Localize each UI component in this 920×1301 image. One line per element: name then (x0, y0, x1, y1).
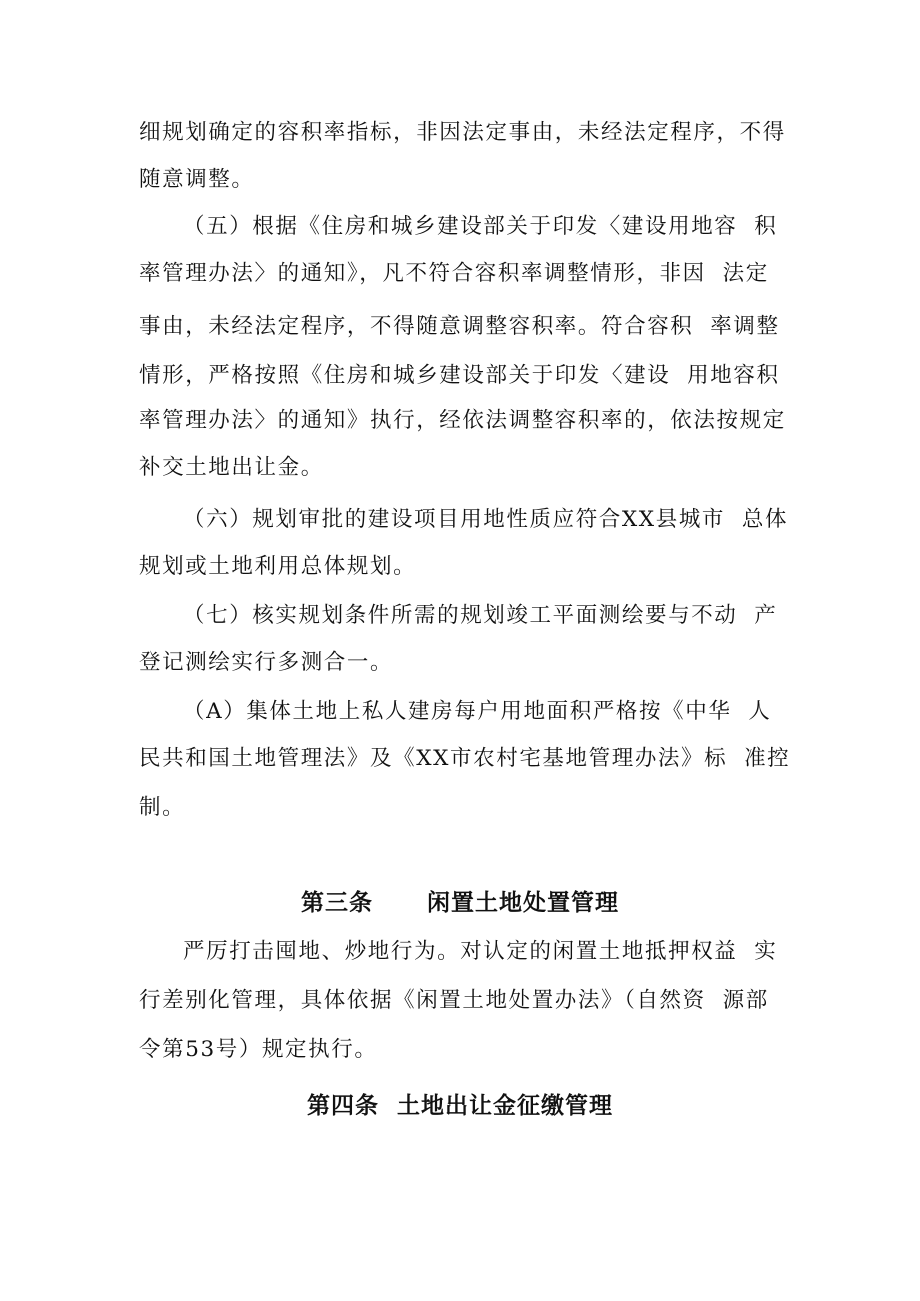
paragraph-line: 规划或土地利用总体规划。 (139, 554, 417, 579)
paragraph-line: 率管理办法〉的通知》，凡不符合容积率调整情形，非因 法定 (139, 261, 769, 286)
paragraph-line: （五）根据《住房和城乡建设部关于印发〈建设用地容 积 (183, 214, 778, 239)
paragraph-line: 细规划确定的容积率指标，非因法定事由，未经法定程序，不得 (139, 120, 786, 145)
section-heading: 第四条 土地出让金征缴管理 (306, 1093, 613, 1119)
paragraph-line: （A）集体土地上私人建房每户用地面积严格按《中华 人 (183, 699, 772, 724)
paragraph-line: 事由，未经法定程序，不得随意调整容积率。符合容积 率调整 (139, 314, 780, 339)
section-heading: 第三条 闲置土地处置管理 (300, 890, 620, 916)
paragraph-line: 补交土地出让金。 (139, 455, 324, 480)
paragraph-line: 令第53号）规定执行。 (139, 1037, 378, 1062)
paragraph-line: 随意调整。 (139, 167, 255, 192)
paragraph-line: 登记测绘实行多测合一。 (139, 650, 394, 675)
paragraph-line: 情形，严格按照《住房和城乡建设部关于印发〈建设 用地容积 (139, 363, 780, 388)
paragraph-line: 严厉打击囤地、炒地行为。对认定的闲置土地抵押权益 实 (183, 939, 778, 964)
paragraph-line: 民共和国土地管理法》及《XX市农村宅基地管理办法》标 准控 (139, 746, 791, 771)
paragraph-line: 行差别化管理，具体依据《闲置土地处置办法》（自然资 源部 (139, 988, 769, 1013)
paragraph-line: 制。 (139, 795, 186, 820)
paragraph-line: （七）核实规划条件所需的规划竣工平面测绘要与不动 产 (183, 603, 778, 628)
paragraph-line: 率管理办法〉的通知》执行，经依法调整容积率的，依法按规定 (139, 408, 786, 433)
paragraph-line: （六）规划审批的建设项目用地性质应符合XX县城市 总体 (183, 507, 789, 532)
